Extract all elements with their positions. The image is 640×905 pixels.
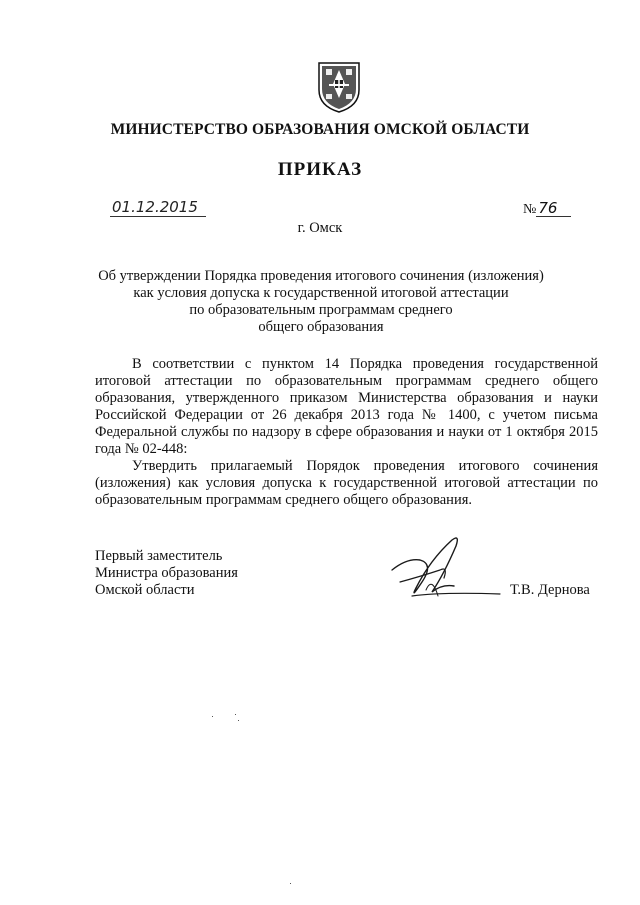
signer-name: Т.В. Дернова — [510, 582, 590, 598]
document-subject — [90, 268, 552, 336]
signer-position-line: Министра образования — [95, 565, 238, 581]
subject-line: как условия допуска к государственной итоговой аттестации — [133, 285, 509, 301]
scan-speck — [290, 883, 291, 884]
ministry-name: МИНИСТЕРСТВО ОБРАЗОВАНИЯ ОМСКОЙ ОБЛАСТИ — [110, 121, 530, 138]
omsk-coat-of-arms-icon — [315, 60, 363, 114]
document-title: ПРИКАЗ — [277, 159, 363, 180]
document-date: 01.12.2015 — [112, 198, 198, 216]
body-paragraph: Утвердить прилагаемый Порядок проведения итогового сочинения (изложения) как условия допуска к государственной итоговой аттестации по образовательным программам среднего общего образования. — [95, 458, 598, 508]
document-number — [523, 200, 571, 218]
subject-line: Об утверждении Порядка проведения итогового сочинения (изложения) — [98, 268, 544, 284]
handwritten-signature-icon — [382, 530, 502, 612]
scan-speck — [212, 716, 213, 717]
document-body — [95, 356, 598, 509]
body-paragraph: В соответствии с пунктом 14 Порядка проведения государственной итоговой аттестации по образовательным программам среднего общего образования, утвержденного приказом Министерства образования и науки Российской Федерации от 26 декабря 2013 года № 1400, с учетом письма Федеральной службы по надзору в сфере образования и науки от 1 октября 2015 года № 02-448: — [95, 356, 598, 457]
number-value: 76 — [536, 200, 571, 217]
subject-line: по образовательным программам среднего — [189, 302, 453, 318]
scan-speck — [238, 720, 239, 721]
scan-speck — [235, 714, 236, 715]
signer-position-line: Омской области — [95, 582, 195, 598]
signer-position-line: Первый заместитель — [95, 548, 223, 564]
date-underline — [110, 216, 206, 217]
signer-position — [95, 548, 238, 599]
city-label: г. Омск — [297, 220, 343, 236]
number-prefix: № — [523, 202, 537, 217]
subject-line: общего образования — [258, 319, 384, 335]
